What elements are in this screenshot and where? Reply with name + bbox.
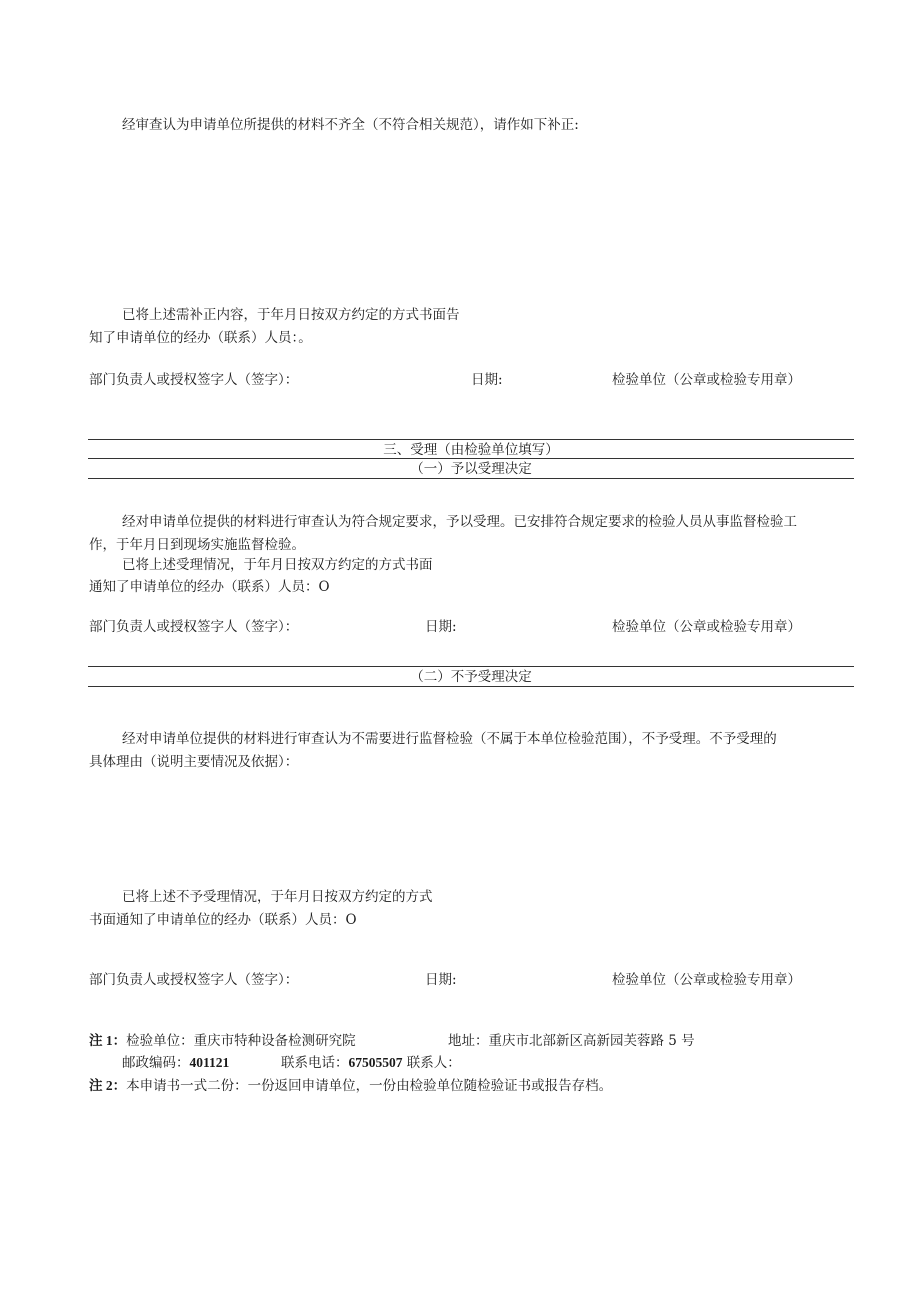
accept-date-label: 日期: (425, 619, 457, 635)
note1 (89, 1032, 356, 1050)
reject-date-label: 日期: (425, 972, 457, 988)
note1-unit: 检验单位：重庆市特种设备检测研究院 (126, 1033, 356, 1049)
accept-line1: 经对申请单位提供的材料进行审查认为符合规定要求，予以受理。已安排符合规定要求的检验人员从事监督检验工 (122, 514, 797, 530)
reject-notice-line2: 书面通知了申请单位的经办（联系）人员：O (89, 912, 357, 928)
accept-notice-line1: 已将上述受理情况，于年月日按双方约定的方式书面 (122, 557, 433, 573)
note2 (89, 1077, 612, 1095)
divider-line (88, 439, 854, 440)
accept-line2: 作，于年月日到现场实施监督检验。 (89, 537, 305, 553)
postcode-label: 邮政编码： (122, 1055, 190, 1071)
supplement-notice-line2: 知了申请单位的经办（联系）人员：。 (89, 330, 312, 346)
reject-seal-label: 检验单位（公章或检验专用章） (612, 972, 801, 988)
phone-label: 联系电话： (281, 1055, 349, 1071)
postcode-value: 401121 (189, 1055, 230, 1070)
accept-sign-label: 部门负责人或授权签字人（签字）： (89, 619, 299, 635)
section3-title: 三、受理（由检验单位填写） (383, 442, 559, 458)
divider-line (88, 666, 854, 667)
divider-line (88, 458, 854, 459)
supplement-date-label: 日期: (471, 372, 503, 388)
divider-line (88, 478, 854, 479)
note2-text: 本申请书一式二份：一份返回申请单位，一份由检验单位随检验证书或报告存档。 (126, 1078, 613, 1094)
section3-sub1-title: （一）予以受理决定 (410, 461, 532, 477)
note1-address: 地址：重庆市北部新区高新园芙蓉路 5 号 (448, 1033, 695, 1049)
reject-line1: 经对申请单位提供的材料进行审查认为不需要进行监督检验（不属于本单位检验范围），不予受理。不予受理的 (122, 731, 777, 747)
section3-sub2-title: （二）不予受理决定 (410, 669, 532, 685)
reject-line2: 具体理由（说明主要情况及依据）： (89, 754, 299, 770)
reject-notice-line1: 已将上述不予受理情况，于年月日按双方约定的方式 (122, 889, 433, 905)
note1-label: 注 1： (89, 1033, 127, 1048)
phone-value: 67505507 (348, 1055, 403, 1070)
accept-notice-line2: 通知了申请单位的经办（联系）人员：O (89, 579, 330, 595)
supplement-sign-label: 部门负责人或授权签字人（签字）： (89, 372, 299, 388)
accept-seal-label: 检验单位（公章或检验专用章） (612, 619, 801, 635)
divider-line (88, 686, 854, 687)
reject-sign-label: 部门负责人或授权签字人（签字）： (89, 972, 299, 988)
note1-postcode (122, 1054, 229, 1072)
supplement-notice-line1: 已将上述需补正内容，于年月日按双方约定的方式书面告 (122, 307, 460, 323)
note2-label: 注 2： (89, 1078, 127, 1093)
contact-label: 联系人： (406, 1055, 461, 1071)
note1-phone (281, 1054, 461, 1072)
supplement-intro: 经审查认为申请单位所提供的材料不齐全（不符合相关规范），请作如下补正: (122, 117, 579, 133)
supplement-seal-label: 检验单位（公章或检验专用章） (612, 372, 801, 388)
